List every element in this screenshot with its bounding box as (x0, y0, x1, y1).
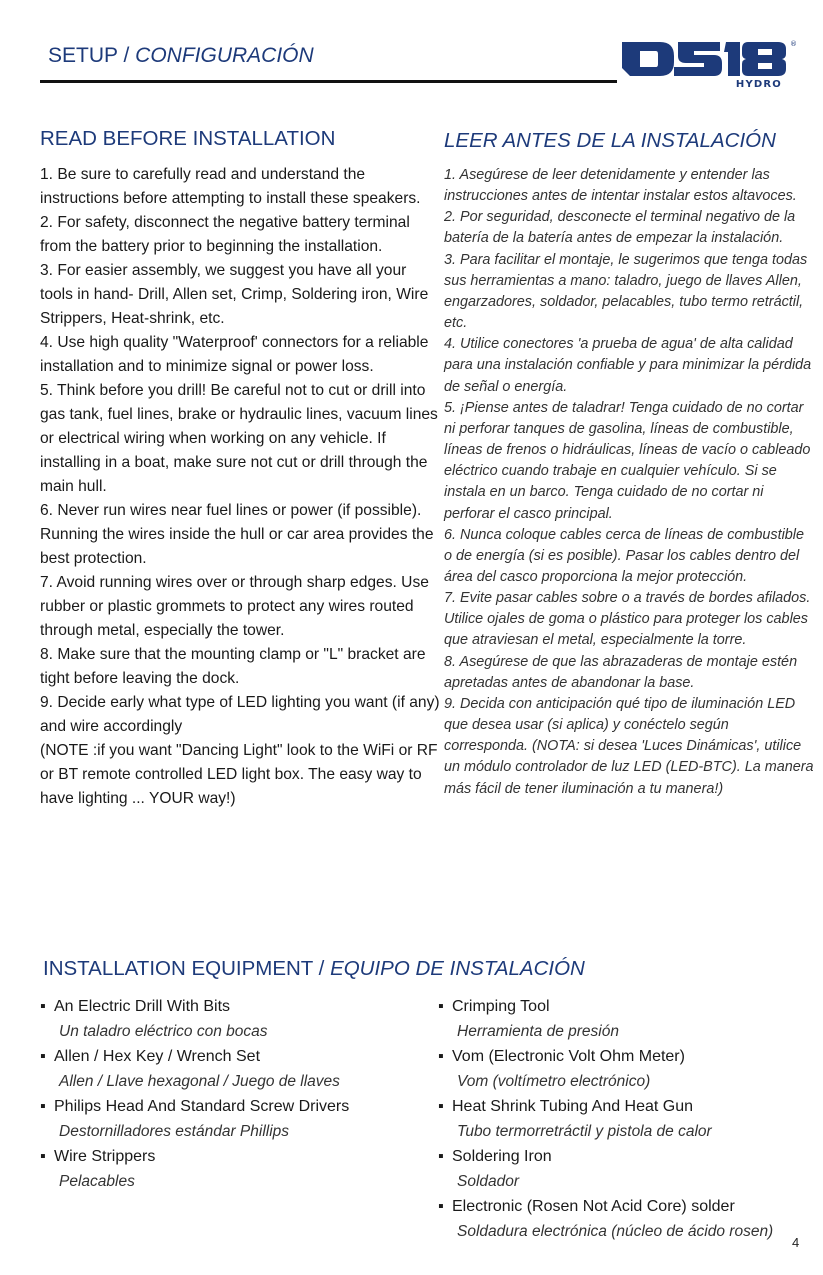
equipment-item-es: Vom (voltímetro electrónico) (457, 1073, 651, 1090)
bullet-icon: ▪ (40, 1098, 46, 1115)
equipment-item-es: Allen / Llave hexagonal / Juego de llaves (59, 1073, 340, 1090)
instruction-es-item: 9. Decida con anticipación qué tipo de iluminación LED que desea usar (si aplica) y conéctelo según corresponda. (NOTA: si desea 'Luces Dinámicas', utilice un módulo controlador de luz LED (LED-BTC). La manera más fácil de tener iluminación a tu manera!) (444, 695, 814, 797)
list-item (40, 1094, 420, 1144)
bullet-icon: ▪ (40, 1048, 46, 1065)
instruction-en-item: 9. Decide early what type of LED lighting you want (if any) and wire accordingly (40, 694, 440, 735)
equipment-item-es: Pelacables (59, 1173, 135, 1190)
read-before-heading-en: READ BEFORE INSTALLATION (40, 127, 336, 150)
equipment-item-es: Soldadura electrónica (núcleo de ácido rosen) (457, 1223, 774, 1240)
equipment-item-en: An Electric Drill With Bits (54, 998, 231, 1015)
instruction-es-item: 5. ¡Piense antes de taladrar! Tenga cuidado de no cortar ni perforar tanques de gasolina, líneas de combustible, líneas de frenos o hidráulicas, líneas de vacío o cableado eléctrico cuando trabaje en cualquier vehículo. Si se instala en un barco. Tenga cuidado de no cortar ni perforar el casco principal. (444, 399, 811, 522)
bullet-icon: ▪ (438, 1048, 444, 1065)
instruction-es-item: 1. Asegúrese de leer detenidamente y entender las instrucciones antes de intentar instalar estos altavoces. (444, 167, 797, 205)
instruction-en-item: 6. Never run wires near fuel lines or power (if possible). Running the wires inside the hull or car area provides the best protection. (40, 502, 434, 567)
bullet-icon: ▪ (438, 1148, 444, 1165)
equipment-item-es: Soldador (457, 1173, 520, 1190)
equipment-item-en: Philips Head And Standard Screw Drivers (54, 1098, 350, 1115)
page-header (48, 44, 314, 68)
instruction-en-item: 5. Think before you drill! Be careful not to cut or drill into gas tank, fuel lines, brake or hydraulic lines, vacuum lines or electrical wiring when working on any vehicle. If installing in a boat, make sure not cut or drill through the main hull. (40, 382, 438, 495)
equipment-item-es: Herramienta de presión (457, 1023, 619, 1040)
equipment-heading (43, 957, 585, 981)
list-item (438, 1144, 808, 1194)
list-item (438, 994, 808, 1044)
instruction-en-item: 1. Be sure to carefully read and understand the instructions before attempting to install these speakers. (40, 166, 421, 207)
equipment-list-right (438, 994, 808, 1244)
bullet-icon: ▪ (40, 998, 46, 1015)
list-item (40, 1044, 420, 1094)
instruction-en-item: 3. For easier assembly, we suggest you have all your tools in hand- Drill, Allen set, Crimp, Soldering iron, Wire Strippers, Heat-shrink, etc. (40, 262, 429, 327)
equipment-item-en: Allen / Hex Key / Wrench Set (54, 1048, 261, 1065)
equipment-item-en: Vom (Electronic Volt Ohm Meter) (452, 1048, 685, 1065)
instruction-es-item: 6. Nunca coloque cables cerca de líneas de combustible o de energía (si es posible). Pasar los cables dentro del área del casco proporciona la mejor protección. (444, 526, 804, 585)
instruction-en-note: (NOTE :if you want "Dancing Light" look to the WiFi or RF or BT remote controlled LED light box. The easy way to have lighting ... YOUR way!) (40, 742, 438, 807)
instruction-es-item: 7. Evite pasar cables sobre o a través de bordes afilados. Utilice ojales de goma o plástico para proteger los cables que atraviesan el metal, especialmente la torre. (444, 590, 811, 649)
instruction-en-item: 7. Avoid running wires over or through sharp edges. Use rubber or plastic grommets to protect any wires routed through metal, especially the tower. (40, 574, 429, 639)
list-item (438, 1194, 808, 1244)
equipment-item-en: Electronic (Rosen Not Acid Core) solder (452, 1198, 735, 1215)
equipment-item-en: Soldering Iron (452, 1148, 552, 1165)
equipment-item-en: Wire Strippers (54, 1148, 156, 1165)
equipment-item-es: Tubo termorretráctil y pistola de calor (457, 1123, 712, 1140)
instruction-es-item: 4. Utilice conectores 'a prueba de agua' de alta calidad para una instalación confiable y para minimizar la pérdida de señal o energía. (444, 336, 812, 395)
equipment-heading-en: INSTALLATION EQUIPMENT (43, 957, 313, 980)
instructions-es (444, 165, 814, 800)
list-item (438, 1044, 808, 1094)
list-item (40, 994, 420, 1044)
equipment-item-en: Heat Shrink Tubing And Heat Gun (452, 1098, 694, 1115)
equipment-list-left (40, 994, 420, 1194)
ds18-hydro-logo (616, 34, 797, 90)
header-rule (40, 80, 617, 83)
list-item (438, 1094, 808, 1144)
instruction-en-item: 4. Use high quality "Waterproof' connectors for a reliable installation and to minimize signal or power loss. (40, 334, 429, 375)
bullet-icon: ▪ (438, 998, 444, 1015)
logo-sub-text: HYDRO (735, 79, 782, 90)
instructions-en (40, 163, 440, 811)
bullet-icon: ▪ (438, 1098, 444, 1115)
instruction-es-item: 2. Por seguridad, desconecte el terminal negativo de la batería de la batería antes de empezar la instalación. (444, 209, 796, 247)
registered-mark: ® (790, 40, 797, 48)
equipment-heading-es: EQUIPO DE INSTALACIÓN (330, 957, 585, 980)
header-title-en: SETUP (48, 44, 118, 67)
instruction-en-item: 2. For safety, disconnect the negative battery terminal from the battery prior to beginning the installation. (40, 214, 410, 255)
bullet-icon: ▪ (40, 1148, 46, 1165)
instruction-en-item: 8. Make sure that the mounting clamp or "L" bracket are tight before leaving the dock. (40, 646, 426, 687)
header-separator: / (117, 44, 136, 67)
equipment-item-es: Un taladro eléctrico con bocas (59, 1023, 268, 1040)
header-title-es: CONFIGURACIÓN (135, 44, 314, 67)
equipment-item-es: Destornilladores estándar Phillips (59, 1123, 290, 1140)
equipment-heading-separator: / (312, 957, 331, 980)
list-item (40, 1144, 420, 1194)
page-number: 4 (792, 1235, 800, 1250)
bullet-icon: ▪ (438, 1198, 444, 1215)
read-before-heading-es: LEER ANTES DE LA INSTALACIÓN (444, 129, 776, 152)
equipment-item-en: Crimping Tool (452, 998, 550, 1015)
instruction-es-item: 3. Para facilitar el montaje, le sugerimos que tenga todas sus herramientas a mano: taladro, juego de llaves Allen, engarzadores, soldador, pelacables, tubo termo retráctil, etc. (444, 251, 808, 332)
instruction-es-item: 8. Asegúrese de que las abrazaderas de montaje estén apretadas antes de abandonar la base. (444, 653, 798, 691)
